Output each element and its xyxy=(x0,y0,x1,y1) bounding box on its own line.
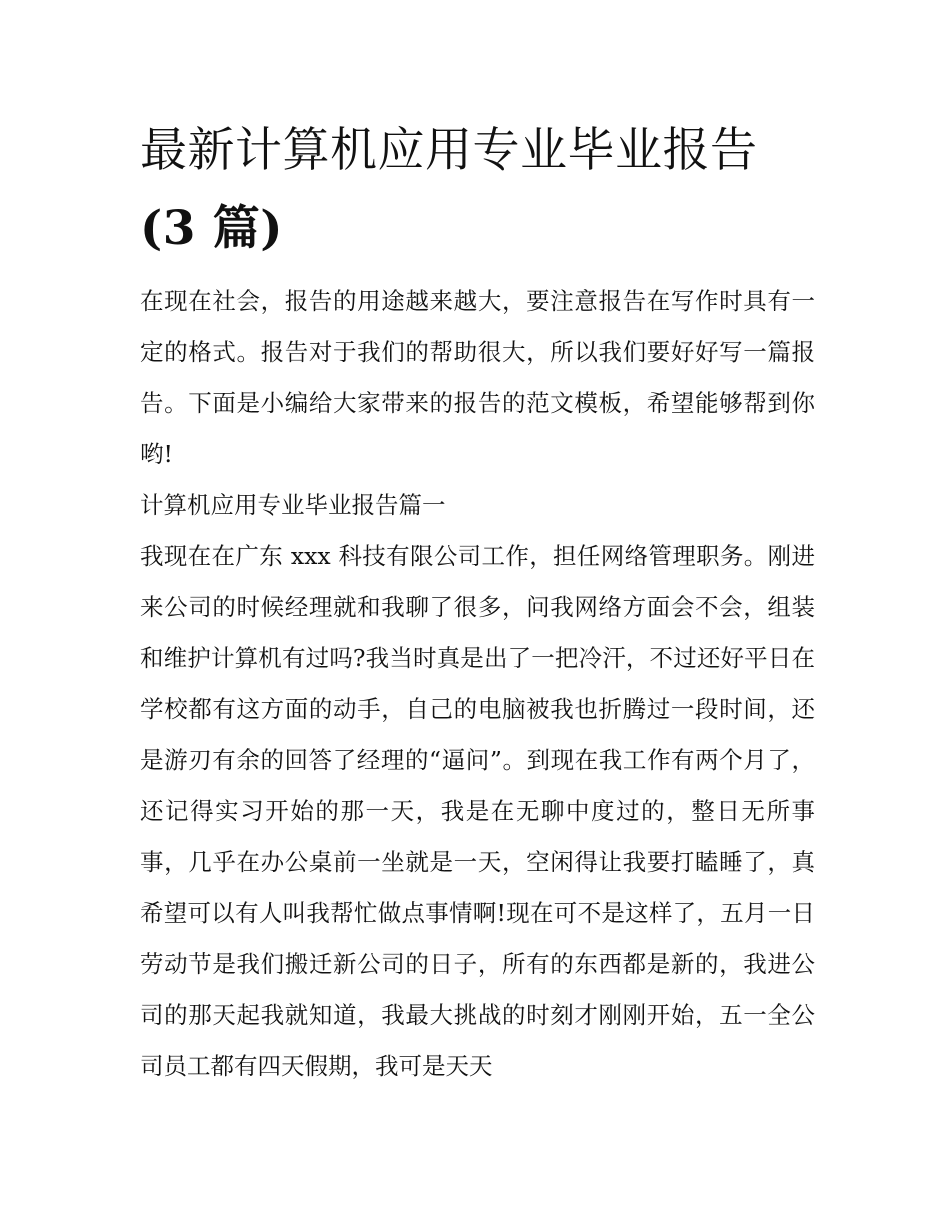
title-main: 最新计算机应用专业毕业报告 xyxy=(140,123,758,178)
document-body xyxy=(140,276,815,1092)
title-count: (3 篇) xyxy=(140,201,284,256)
section-paragraph: 我现在在广东 xxx 科技有限公司工作，担任网络管理职务。刚进来公司的时候经理就和我聊了很多，问我网络方面会不会，组装和维护计算机有过吗?我当时真是出了一把冷汗，不过还好平日在学校都有这方面的动手，自己的电脑被我也折腾过一段时间，还是游刃有余的回答了经理的“逼问”。到现在我工作有两个月了，还记得实习开始的那一天，我是在无聊中度过的，整日无所事事，几乎在办公桌前一坐就是一天，空闲得让我要打瞌睡了，真希望可以有人叫我帮忙做点事情啊!现在可不是这样了，五月一日劳动节是我们搬迁新公司的日子，所有的东西都是新的，我进公司的那天起我就知道，我最大挑战的时刻才刚刚开始，五一全公司员工都有四天假期，我可是天天 xyxy=(140,542,815,1080)
intro-paragraph: 在现在社会，报告的用途越来越大，要注意报告在写作时具有一定的格式。报告对于我们的帮助很大，所以我们要好好写一篇报告。下面是小编给大家带来的报告的范文模板，希望能够帮到你哟! xyxy=(140,287,815,468)
section-heading: 计算机应用专业毕业报告篇一 xyxy=(140,491,446,519)
document-title xyxy=(140,112,820,268)
